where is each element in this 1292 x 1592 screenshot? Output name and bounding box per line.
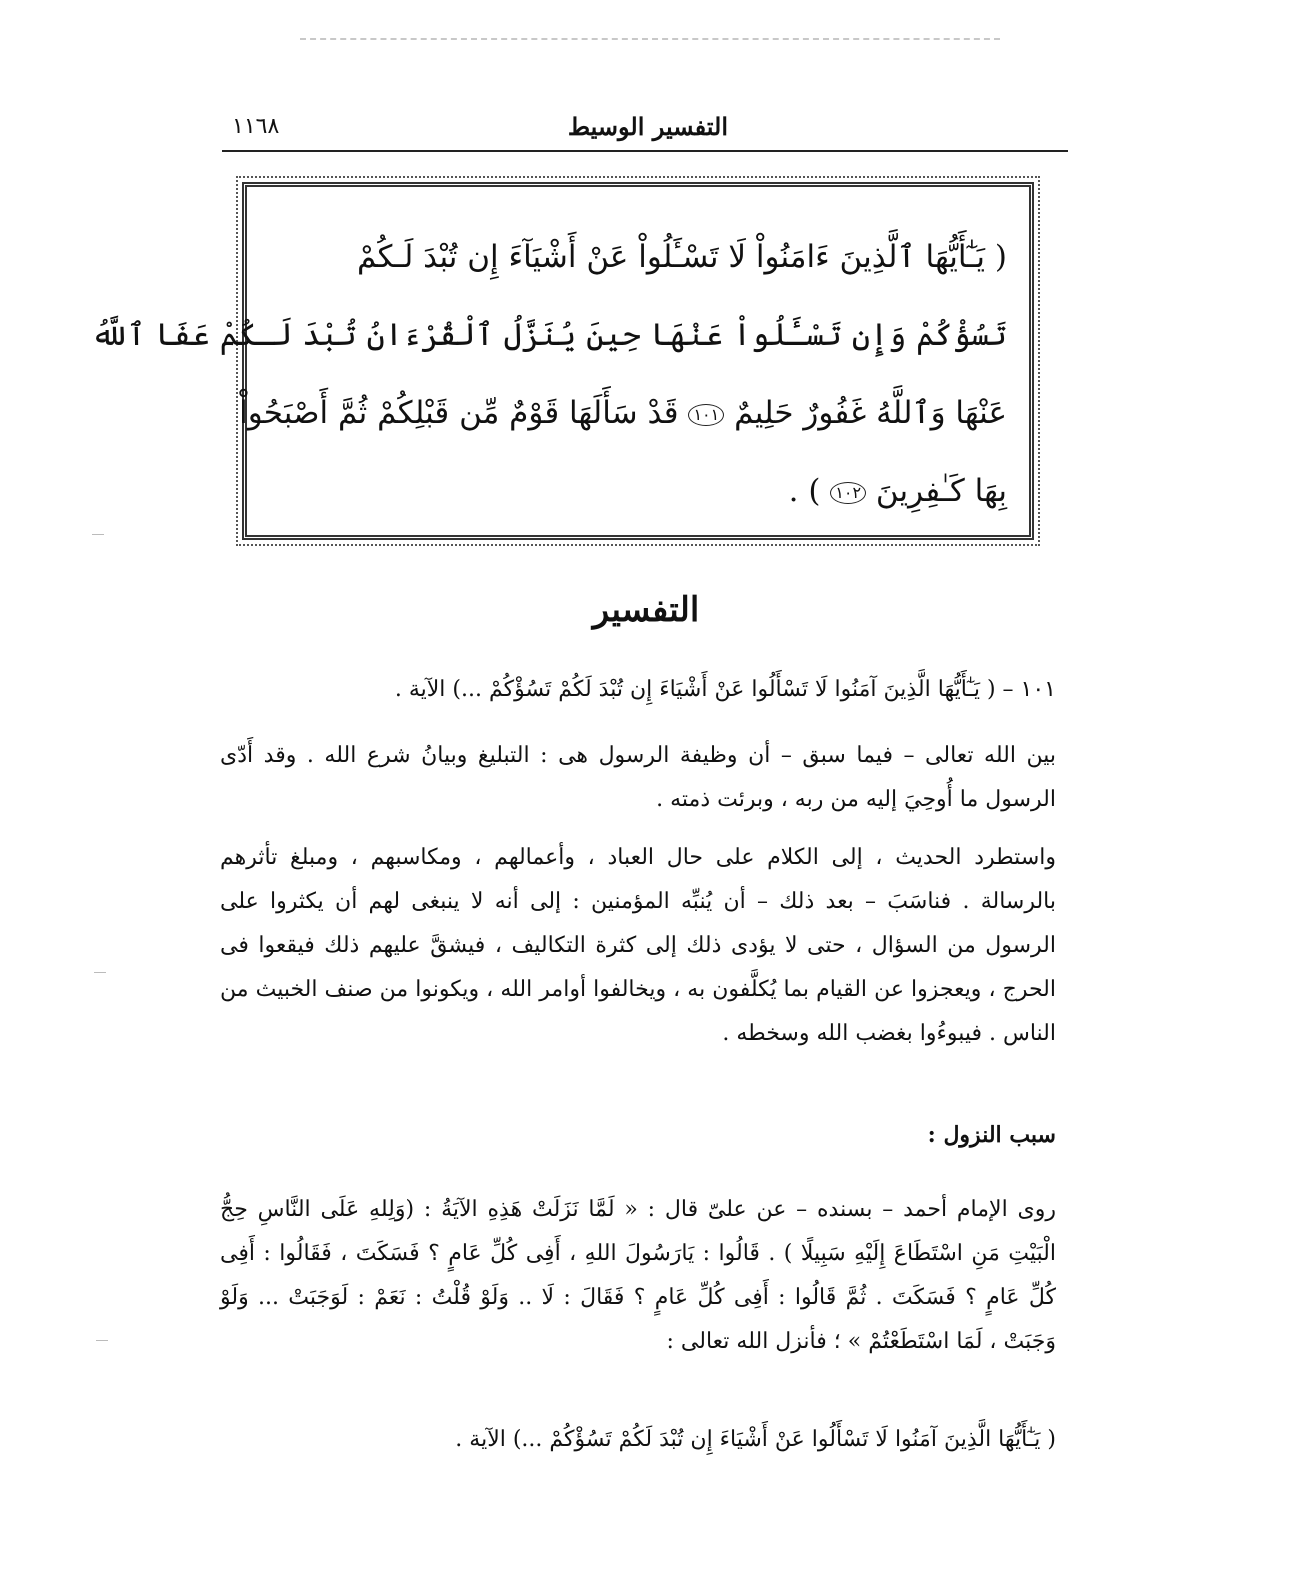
paragraph-hadith: روى الإمام أحمد – بسنده – عن علىّ قال : « لَمَّا نَزَلَتْ هَذِهِ الآيَةُ : (وَلِلهِ عَلَى النَّاسِ حِجُّ الْبَيْتِ مَنِ اسْتَطَاعَ إِلَيْهِ سَبِيلًا ) . قَالُوا : يَارَسُولَ اللهِ ، أَفِى كُلِّ عَامٍ ؟ فَسَكَتَ ، فَقَالُوا : أَفِى كُلِّ عَامٍ ؟ فَسَكَتَ . ثُمَّ قَالُوا : أَفِى كُلِّ عَامٍ ؟ فَقَالَ : لَا .. وَلَوْ قُلْتُ : نَعَمْ : لَوَجَبَتْ ... وَلَوْ وَجَبَتْ ، لَمَا اسْتَطَعْتُمْ » ؛ فأنزل الله تعالى : bbox=[220, 1197, 1056, 1354]
header-rule bbox=[222, 150, 1068, 152]
section-title: التفسير bbox=[592, 590, 700, 630]
paragraph-verse-ref: ١٠١ – ( يَـٰٓأَيُّهَا الَّذِينَ آمَنُوا لَا تَسْأَلُوا عَنْ أَشْيَاءَ إِن تُبْدَ لَكُمْ تَسُؤْكُمْ ...) الآية . bbox=[394, 677, 1056, 702]
verse-frame bbox=[91, 182, 1034, 540]
page-header bbox=[222, 112, 1068, 152]
page-number: ١١٦٨ bbox=[232, 114, 280, 139]
scan-artifact-top bbox=[300, 38, 1000, 42]
paragraph-verse-ref: ( يَـٰٓأَيُّهَا الَّذِينَ آمَنُوا لَا تَسْأَلُوا عَنْ أَشْيَاءَ إِن تُبْدَ لَكُمْ تَسُؤْكُمْ ...) الآية . bbox=[455, 1427, 1056, 1452]
book-title: التفسير الوسيط bbox=[567, 112, 728, 141]
verse-text: ) . bbox=[788, 473, 821, 509]
subheading-reason-of-revelation: سبب النزول : bbox=[927, 1122, 1056, 1148]
verse-line: تَسُؤْكُمْ وَإِن تَسْـَٔلُواْ عَنْهَا حِينَ يُنَزَّلُ ٱلْقُرْءَانُ تُبْدَ لَـكُمْ عَفَا ٱللَّهُ bbox=[91, 317, 1007, 353]
ayah-number-marker: ١٠١ bbox=[688, 404, 724, 426]
verse-text: بِهَا كَـٰفِرِينَ bbox=[875, 473, 1007, 509]
paragraph: بين الله تعالى – فيما سبق – أن وظيفة الرسول هى : التبليغ وبيانُ شرع الله . وقد أَدّى الرسول ما أُوحِيَ إليه من ربه ، وبرئت ذمته . bbox=[220, 743, 1056, 812]
margin-mark bbox=[92, 534, 104, 535]
verse-text: عَنْهَا وَٱللَّهُ غَفُورٌ حَلِيمٌ bbox=[734, 395, 1007, 431]
verse-line bbox=[239, 393, 1007, 433]
verse-text: قَدْ سَأَلَهَا قَوْمٌ مِّن قَبْلِكُمْ ثُمَّ أَصْبَحُواْ bbox=[239, 395, 679, 431]
margin-mark bbox=[94, 972, 106, 973]
verse-line: ( يَـٰٓأَيُّهَا ٱلَّذِينَ ءَامَنُواْ لَا تَسْـَٔلُواْ عَنْ أَشْيَآءَ إِن تُبْدَ لَـكُمْ bbox=[357, 239, 1007, 275]
paragraph: واستطرد الحديث ، إلى الكلام على حال العباد ، وأعمالهم ، ومكاسبهم ، ومبلغ تأثرهم بالرسالة . فناسَبَ – بعد ذلك – أن يُنبِّه المؤمنين : إلى أنه لا ينبغى لهم أن يكثروا على الرسول من السؤال ، حتى لا يؤدى ذلك إلى كثرة التكاليف ، فيشقَّ عليهم ذلك فيقعوا فى الحرج ، ويعجزوا عن القيام بما يُكلَّفون به ، ويخالفوا أوامر الله ، ويكونوا من صنف الخبيث من الناس . فيبوءُوا بغضب الله وسخطه . bbox=[220, 845, 1057, 1046]
margin-mark bbox=[96, 1340, 108, 1341]
ayah-number-marker: ١٠٢ bbox=[830, 482, 866, 504]
verse-line bbox=[265, 471, 1007, 511]
